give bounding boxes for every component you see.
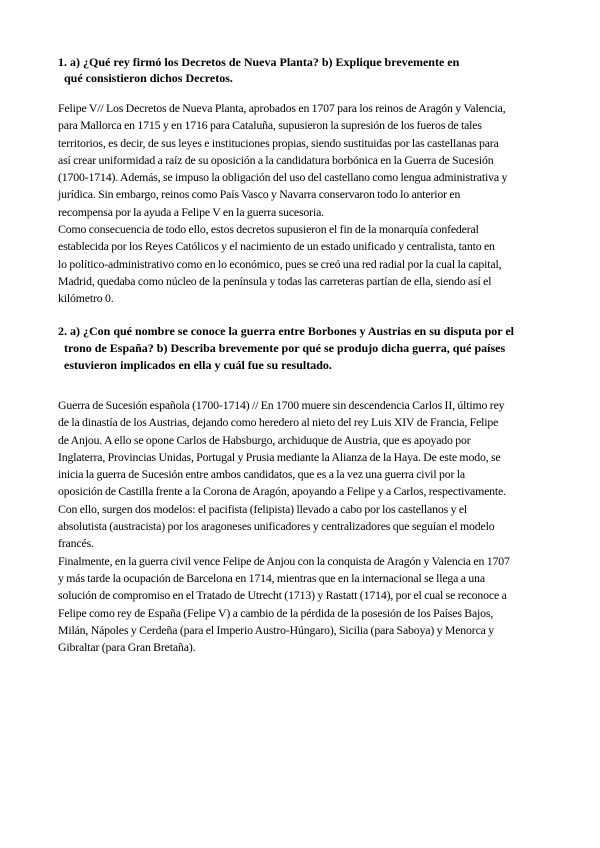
answer-2-line: Con ello, surgen dos modelos: el pacifista (felipista) llevado a cabo por los castellanos y el	[58, 501, 468, 516]
answer-1-line: así crear uniformidad a raíz de su oposición a la candidatura borbónica en la Guerra de Sucesión	[58, 152, 494, 167]
question-1-heading	[58, 54, 548, 86]
answer-2-line: francés.	[58, 536, 94, 551]
answer-1-line: (1700-1714). Además, se impuso la obligación del uso del castellano como lengua administrativa y	[58, 170, 508, 185]
question-2-heading-line: 2. a) ¿Con qué nombre se conoce la guerra entre Borbones y Austrias en su disputa por el	[58, 324, 515, 338]
answer-2-line: absolutista (austracista) por los aragoneses unificadores y centralizadores que seguían el modelo	[58, 519, 495, 534]
answer-1-line: para Mallorca en 1715 y en 1716 para Cataluña, supusieron la supresión de los fueros de tales	[58, 118, 482, 133]
answer-1-line: Madrid, quedaba como núcleo de la península y todas las carreteras partían de ella, siendo así el	[58, 273, 492, 288]
question-2-heading	[58, 323, 548, 374]
answer-1-line: establecida por los Reyes Católicos y el nacimiento de un estado unificado y centralista, tanto en	[58, 239, 495, 254]
answer-1-line: recompensa por la ayuda a Felipe V en la guerra sucesoria.	[58, 204, 324, 219]
answer-2-line: y más tarde la ocupación de Barcelona en 1714, mientras que en la internacional se llega a una	[58, 570, 485, 585]
answer-1	[58, 100, 548, 308]
question-1-heading-line: 1. a) ¿Qué rey firmó los Decretos de Nueva Planta? b) Explique brevemente en	[58, 55, 460, 69]
answer-1-line: territorios, es decir, de sus leyes e instituciones propias, siendo sustituidas por las castellanas para	[58, 135, 499, 150]
answer-2	[58, 397, 548, 656]
question-2-heading-line: trono de España? b) Describa brevemente por qué se produjo dicha guerra, qué países	[64, 341, 506, 355]
answer-2-line: solución de compromiso en el Tratado de Utrecht (1713) y Rastatt (1714), por el cual se reconoce a	[58, 588, 507, 603]
answer-1-line: jurídica. Sin embargo, reinos como País Vasco y Navarra conservaron todo lo anterior en	[58, 187, 461, 202]
answer-2-line: Inglaterra, Provincias Unidas, Portugal y Prusia mediante la Alianza de la Haya. De este modo, se	[58, 449, 501, 464]
answer-2-line: Guerra de Sucesión española (1700-1714) // En 1700 muere sin descendencia Carlos II, último rey	[58, 398, 505, 412]
answer-2-line: Finalmente, en la guerra civil vence Felipe de Anjou con la conquista de Aragón y Valencia en 1707	[58, 553, 510, 568]
answer-1-line: kilómetro 0.	[58, 291, 114, 306]
answer-2-line: de la dinastía de los Austrias, dejando como heredero al nieto del rey Luis XIV de Francia, Felipe	[58, 415, 499, 430]
question-1-heading-line: qué consistieron dichos Decretos.	[64, 71, 233, 85]
answer-2-line: Milán, Nápoles y Cerdeña (para el Imperio Austro-Húngaro), Sicilia (para Saboya) y Menorca y	[58, 622, 495, 637]
answer-2-line: inicia la guerra de Sucesión entre ambos candidatos, que es a la vez una guerra civil por la	[58, 467, 465, 482]
answer-1-line: Felipe V// Los Decretos de Nueva Planta, aprobados en 1707 para los reinos de Aragón y Valencia,	[58, 101, 506, 115]
answer-1-line: Como consecuencia de todo ello, estos decretos supusieron el fin de la monarquía confederal	[58, 222, 479, 237]
answer-2-line: Felipe como rey de España (Felipe V) a cambio de la pérdida de la posesión de los Países Bajos,	[58, 605, 494, 620]
question-2-heading-line: estuvieron implicados en ella y cuál fue su resultado.	[64, 358, 332, 372]
answer-2-line: oposición de Castilla frente a la Corona de Aragón, apoyando a Felipe y a Carlos, respectivamente.	[58, 484, 506, 499]
answer-2-line: de Anjou. A ello se opone Carlos de Habsburgo, archiduque de Austria, que es apoyado por	[58, 432, 471, 447]
answer-2-line: Gibraltar (para Gran Bretaña).	[58, 640, 196, 655]
answer-1-line: lo político-administrativo como en lo económico, pues se creó una red radial por la cual la capital,	[58, 256, 502, 271]
